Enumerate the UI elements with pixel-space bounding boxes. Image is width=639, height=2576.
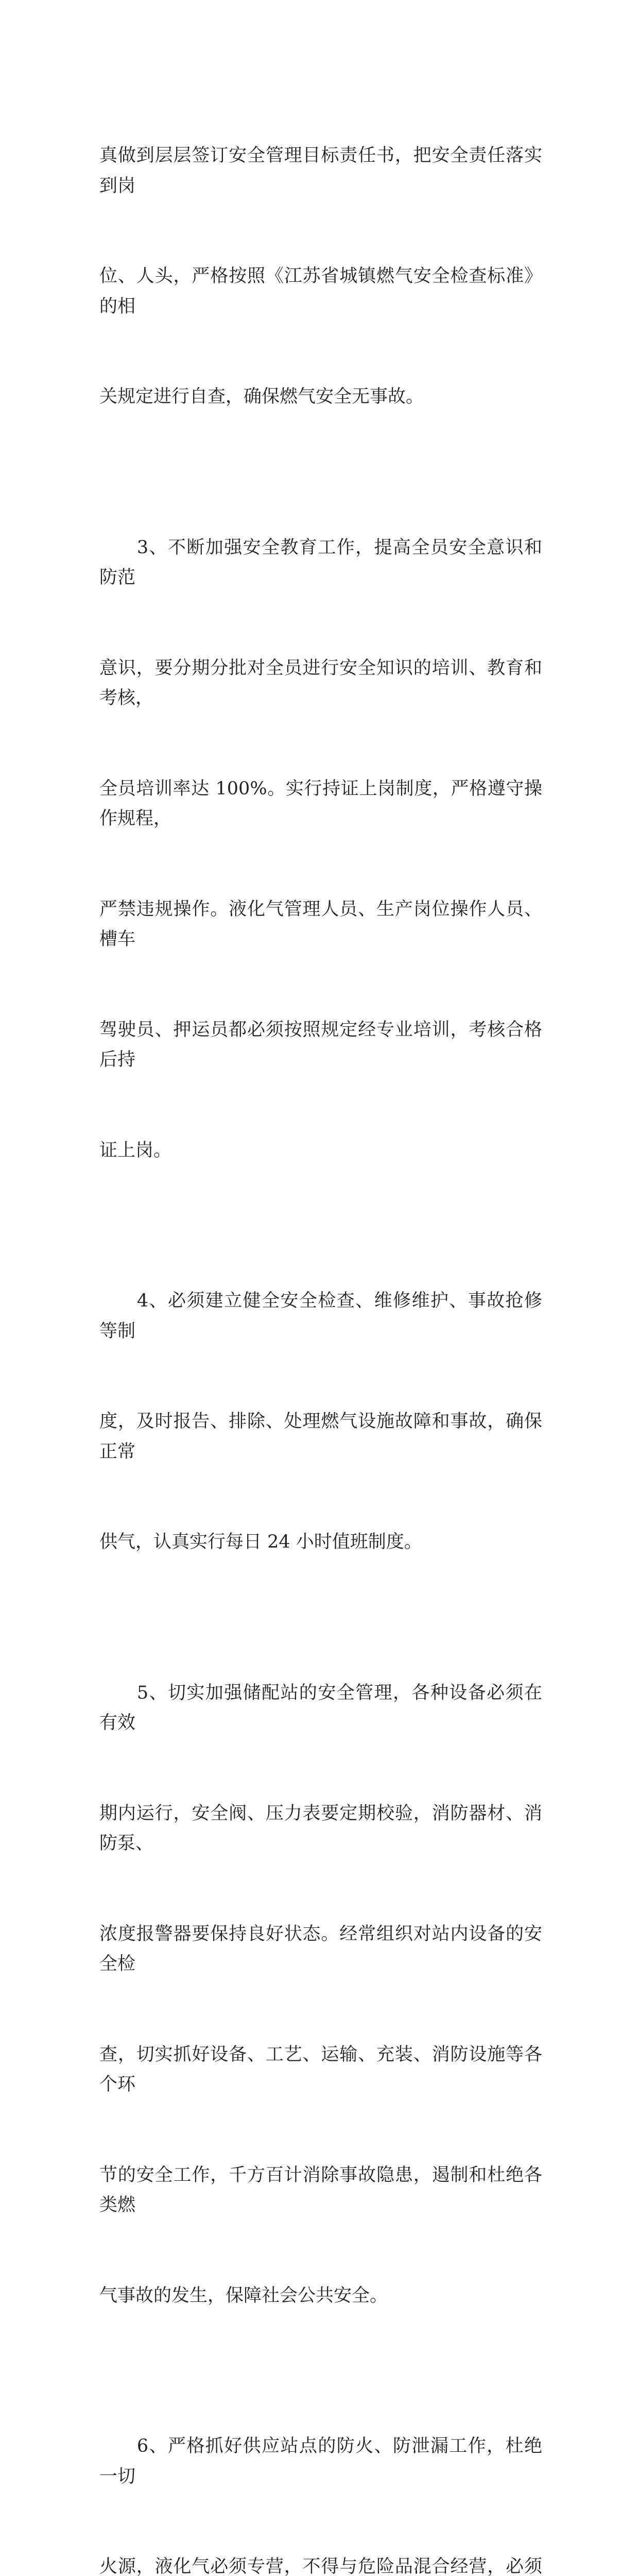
text-line: 3、不断加强安全教育工作，提高全员安全意识和防范 bbox=[99, 537, 542, 588]
text-line: 驾驶员、押运员都必须按照规定经专业培训，考核合格后持 bbox=[99, 1019, 542, 1070]
text-line: 浓度报警器要保持良好状态。经常组织对站内设备的安全检 bbox=[99, 1923, 542, 1974]
text-line: 证上岗。 bbox=[99, 1140, 172, 1161]
document-body bbox=[99, 80, 542, 2576]
text-line: 关规定进行自查，确保燃气安全无事故。 bbox=[99, 386, 424, 407]
text-line: 位、人头，严格按照《江苏省城镇燃气安全检查标准》的相 bbox=[99, 266, 542, 317]
paragraph-1 bbox=[99, 80, 542, 472]
text-line: 全员培训率达 100%。实行持证上岗制度，严格遵守操作规程， bbox=[99, 778, 542, 829]
text-line: 火源，液化气必须专营，不得与危险品混合经营，必须 bbox=[99, 2556, 542, 2576]
paragraph-item-5 bbox=[99, 1618, 542, 2371]
text-line: 供气，认真实行每日 24 小时值班制度。 bbox=[99, 1532, 422, 1552]
text-line: 气事故的发生，保障社会公共安全。 bbox=[99, 2285, 388, 2306]
text-line: 5、切实加强储配站的安全管理，各种设备必须在有效 bbox=[99, 1682, 542, 1733]
paragraph-item-6 bbox=[99, 2371, 542, 2576]
paragraph-item-4 bbox=[99, 1226, 542, 1618]
text-line: 4、必须建立健全安全检查、维修维护、事故抢修等制 bbox=[99, 1291, 542, 1342]
text-line: 真做到层层签订安全管理目标责任书，把安全责任落实到岗 bbox=[99, 145, 542, 196]
text-line: 节的安全工作，千方百计消除事故隐患，遏制和杜绝各类燃 bbox=[99, 2164, 542, 2215]
text-line: 期内运行，安全阀、压力表要定期校验，消防器材、消防泵、 bbox=[99, 1803, 542, 1854]
text-line: 查，切实抓好设备、工艺、运输、充装、消防设施等各个环 bbox=[99, 2044, 542, 2095]
paragraph-item-3 bbox=[99, 472, 542, 1226]
text-line: 6、严格抓好供应站点的防火、防泄漏工作，杜绝一切 bbox=[99, 2436, 542, 2487]
text-line: 意识，要分期分批对全员进行安全知识的培训、教育和考核， bbox=[99, 657, 542, 708]
text-line: 严禁违规操作。液化气管理人员、生产岗位操作人员、槽车 bbox=[99, 899, 542, 950]
text-line: 度，及时报告、排除、处理燃气设施故障和事故，确保正常 bbox=[99, 1411, 542, 1462]
